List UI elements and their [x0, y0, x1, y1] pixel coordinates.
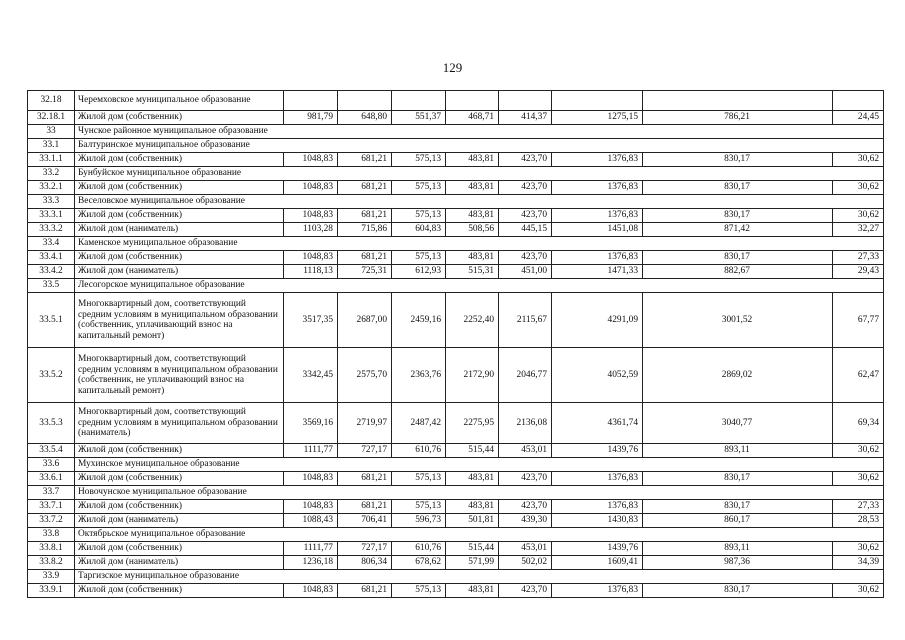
value-cell: 575,13: [392, 472, 446, 486]
value-cell: 1376,83: [552, 251, 643, 265]
value-cell: 2363,76: [392, 348, 446, 403]
value-cell: 575,13: [392, 584, 446, 598]
value-cell: 483,81: [446, 209, 499, 223]
row-code: 33.5.2: [28, 348, 75, 403]
row-code: 33.1: [28, 139, 75, 153]
value-cell: 1376,83: [552, 209, 643, 223]
value-cell: 515,44: [446, 444, 499, 458]
value-cell: 483,81: [446, 472, 499, 486]
value-cell: 725,31: [338, 265, 392, 279]
value-cell: 610,76: [392, 444, 446, 458]
value-cell: 483,81: [446, 500, 499, 514]
value-cell: 483,81: [446, 181, 499, 195]
row-name: Многоквартирный дом, соответствующий средним условиям в муниципальном образовании (наниматель): [75, 403, 284, 444]
value-cell: 2172,90: [446, 348, 499, 403]
value-cell: 2252,40: [446, 293, 499, 348]
value-cell: 30,62: [833, 181, 884, 195]
value-cell: 1275,15: [552, 111, 643, 125]
value-cell: 62,47: [833, 348, 884, 403]
value-cell: 706,41: [338, 514, 392, 528]
value-cell: 727,17: [338, 542, 392, 556]
value-cell: 1439,76: [552, 444, 643, 458]
value-cell: 893,11: [643, 444, 833, 458]
section-row: [28, 570, 884, 584]
value-cell: 2136,08: [499, 403, 552, 444]
row-code: 33.3: [28, 195, 75, 209]
empty-cell: [833, 91, 884, 111]
value-cell: 806,34: [338, 556, 392, 570]
row-code: 33.3.1: [28, 209, 75, 223]
value-cell: 27,33: [833, 500, 884, 514]
value-cell: 1376,83: [552, 472, 643, 486]
value-cell: 882,67: [643, 265, 833, 279]
row-name: Жилой дом (собственник): [75, 111, 284, 125]
value-cell: 32,27: [833, 223, 884, 237]
empty-cell: [499, 91, 552, 111]
row-name: Жилой дом (собственник): [75, 472, 284, 486]
value-cell: 30,62: [833, 444, 884, 458]
empty-cell: [392, 91, 446, 111]
value-cell: 1236,18: [284, 556, 338, 570]
value-cell: 1609,41: [552, 556, 643, 570]
section-title: Черемховское муниципальное образование: [75, 91, 284, 111]
value-cell: 2487,42: [392, 403, 446, 444]
value-cell: 1048,83: [284, 181, 338, 195]
value-cell: 612,93: [392, 265, 446, 279]
row-name: Жилой дом (наниматель): [75, 556, 284, 570]
value-cell: 67,77: [833, 293, 884, 348]
value-cell: 445,15: [499, 223, 552, 237]
row-code: 33.8: [28, 528, 75, 542]
value-cell: 483,81: [446, 584, 499, 598]
value-cell: 1376,83: [552, 500, 643, 514]
value-cell: 515,44: [446, 542, 499, 556]
value-cell: 3342,45: [284, 348, 338, 403]
row-name: Многоквартирный дом, соответствующий средним условиям в муниципальном образовании (собственник, не уплачивающий взнос на капитальный ремонт): [75, 348, 284, 403]
section-title: Веселовское муниципальное образование: [75, 195, 884, 209]
value-cell: 1118,13: [284, 265, 338, 279]
row-code: 33.5.1: [28, 293, 75, 348]
value-cell: 860,17: [643, 514, 833, 528]
value-cell: 1439,76: [552, 542, 643, 556]
value-cell: 423,70: [499, 500, 552, 514]
value-cell: 1451,08: [552, 223, 643, 237]
value-cell: 1376,83: [552, 153, 643, 167]
section-title: Бунбуйское муниципальное образование: [75, 167, 884, 181]
value-cell: 987,36: [643, 556, 833, 570]
value-cell: 830,17: [643, 153, 833, 167]
row-name: Жилой дом (собственник): [75, 181, 284, 195]
section-row: [28, 486, 884, 500]
value-cell: 3001,52: [643, 293, 833, 348]
row-name: Жилой дом (собственник): [75, 444, 284, 458]
value-cell: 893,11: [643, 542, 833, 556]
value-cell: 786,21: [643, 111, 833, 125]
value-cell: 1048,83: [284, 584, 338, 598]
table-row: [28, 153, 884, 167]
row-code: 33.4.2: [28, 265, 75, 279]
section-row: [28, 279, 884, 293]
section-row: [28, 125, 884, 139]
value-cell: 1088,43: [284, 514, 338, 528]
value-cell: 501,81: [446, 514, 499, 528]
value-cell: 575,13: [392, 500, 446, 514]
value-cell: 502,02: [499, 556, 552, 570]
value-cell: 30,62: [833, 542, 884, 556]
value-cell: 1376,83: [552, 181, 643, 195]
value-cell: 3569,16: [284, 403, 338, 444]
value-cell: 1111,77: [284, 444, 338, 458]
row-code: 33.8.1: [28, 542, 75, 556]
empty-cell: [643, 91, 833, 111]
value-cell: 830,17: [643, 251, 833, 265]
tariff-table: [27, 90, 884, 598]
row-name: Жилой дом (наниматель): [75, 514, 284, 528]
value-cell: 604,83: [392, 223, 446, 237]
table-row: [28, 556, 884, 570]
value-cell: 423,70: [499, 584, 552, 598]
value-cell: 453,01: [499, 542, 552, 556]
value-cell: 830,17: [643, 472, 833, 486]
value-cell: 4052,59: [552, 348, 643, 403]
value-cell: 2575,70: [338, 348, 392, 403]
value-cell: 1103,28: [284, 223, 338, 237]
section-title: Новочунское муниципальное образование: [75, 486, 884, 500]
value-cell: 830,17: [643, 181, 833, 195]
section-title: Каменское муниципальное образование: [75, 237, 884, 251]
table-row: [28, 111, 884, 125]
value-cell: 678,62: [392, 556, 446, 570]
value-cell: 681,21: [338, 209, 392, 223]
row-code: 32.18.1: [28, 111, 75, 125]
value-cell: 30,62: [833, 472, 884, 486]
value-cell: 515,31: [446, 265, 499, 279]
page-number: 129: [442, 60, 463, 75]
row-code: 32.18: [28, 91, 75, 111]
section-row: [28, 528, 884, 542]
value-cell: 681,21: [338, 153, 392, 167]
table-row: [28, 251, 884, 265]
table-row: [28, 181, 884, 195]
value-cell: 830,17: [643, 209, 833, 223]
value-cell: 2687,00: [338, 293, 392, 348]
value-cell: 453,01: [499, 444, 552, 458]
value-cell: 34,39: [833, 556, 884, 570]
value-cell: 648,80: [338, 111, 392, 125]
table-row: [28, 403, 884, 444]
value-cell: 414,37: [499, 111, 552, 125]
table-row: [28, 500, 884, 514]
row-name: Жилой дом (собственник): [75, 251, 284, 265]
value-cell: 1048,83: [284, 209, 338, 223]
row-name: Жилой дом (собственник): [75, 153, 284, 167]
row-code: 33: [28, 125, 75, 139]
row-code: 33.5: [28, 279, 75, 293]
value-cell: 551,37: [392, 111, 446, 125]
row-code: 33.4.1: [28, 251, 75, 265]
value-cell: 610,76: [392, 542, 446, 556]
value-cell: 596,73: [392, 514, 446, 528]
value-cell: 1111,77: [284, 542, 338, 556]
section-row: [28, 139, 884, 153]
table-row: [28, 542, 884, 556]
value-cell: 571,99: [446, 556, 499, 570]
table-row: [28, 584, 884, 598]
row-code: 33.6: [28, 458, 75, 472]
value-cell: 575,13: [392, 209, 446, 223]
value-cell: 30,62: [833, 209, 884, 223]
section-row: [28, 237, 884, 251]
value-cell: 2275,95: [446, 403, 499, 444]
table-row: [28, 514, 884, 528]
value-cell: 508,56: [446, 223, 499, 237]
table-row: [28, 444, 884, 458]
value-cell: 871,42: [643, 223, 833, 237]
row-name: Жилой дом (наниматель): [75, 223, 284, 237]
value-cell: 423,70: [499, 209, 552, 223]
value-cell: 575,13: [392, 251, 446, 265]
value-cell: 24,45: [833, 111, 884, 125]
value-cell: 681,21: [338, 472, 392, 486]
empty-cell: [338, 91, 392, 111]
value-cell: 27,33: [833, 251, 884, 265]
value-cell: 423,70: [499, 153, 552, 167]
table-row: [28, 293, 884, 348]
section-title: Лесогорское муниципальное образование: [75, 279, 884, 293]
value-cell: 4361,74: [552, 403, 643, 444]
table-row: [28, 209, 884, 223]
row-code: 33.5.3: [28, 403, 75, 444]
value-cell: 1376,83: [552, 584, 643, 598]
value-cell: 423,70: [499, 472, 552, 486]
value-cell: 30,62: [833, 153, 884, 167]
row-name: Жилой дом (собственник): [75, 584, 284, 598]
value-cell: 3517,35: [284, 293, 338, 348]
value-cell: 727,17: [338, 444, 392, 458]
value-cell: 423,70: [499, 251, 552, 265]
value-cell: 2115,67: [499, 293, 552, 348]
table-row: [28, 348, 884, 403]
row-name: Жилой дом (собственник): [75, 542, 284, 556]
value-cell: 2459,16: [392, 293, 446, 348]
value-cell: 69,34: [833, 403, 884, 444]
section-row: [28, 458, 884, 472]
section-row: [28, 167, 884, 181]
value-cell: 681,21: [338, 584, 392, 598]
row-code: 33.2.1: [28, 181, 75, 195]
section-row: [28, 195, 884, 209]
value-cell: 2046,77: [499, 348, 552, 403]
row-code: 33.9: [28, 570, 75, 584]
value-cell: 681,21: [338, 251, 392, 265]
value-cell: 1048,83: [284, 251, 338, 265]
row-code: 33.3.2: [28, 223, 75, 237]
value-cell: 2869,02: [643, 348, 833, 403]
row-name: Жилой дом (собственник): [75, 500, 284, 514]
row-code: 33.1.1: [28, 153, 75, 167]
row-code: 33.2: [28, 167, 75, 181]
value-cell: 468,71: [446, 111, 499, 125]
table-row: [28, 223, 884, 237]
section-title: Мухинское муниципальное образование: [75, 458, 884, 472]
section-title: Таргизское муниципальное образование: [75, 570, 884, 584]
empty-cell: [446, 91, 499, 111]
row-code: 33.5.4: [28, 444, 75, 458]
value-cell: 1048,83: [284, 472, 338, 486]
table-body: [28, 91, 884, 598]
row-name: Многоквартирный дом, соответствующий средним условиям в муниципальном образовании (собственник, уплачивающий взнос на капитальный ремонт): [75, 293, 284, 348]
value-cell: 575,13: [392, 181, 446, 195]
value-cell: 3040,77: [643, 403, 833, 444]
row-name: Жилой дом (наниматель): [75, 265, 284, 279]
row-code: 33.9.1: [28, 584, 75, 598]
value-cell: 830,17: [643, 500, 833, 514]
value-cell: 1471,33: [552, 265, 643, 279]
row-code: 33.7: [28, 486, 75, 500]
value-cell: 981,79: [284, 111, 338, 125]
row-code: 33.4: [28, 237, 75, 251]
section-title: Балтуринское муниципальное образование: [75, 139, 884, 153]
value-cell: 1048,83: [284, 153, 338, 167]
row-code: 33.7.1: [28, 500, 75, 514]
section-title: Октябрьское муниципальное образование: [75, 528, 884, 542]
empty-cell: [284, 91, 338, 111]
table-row: [28, 472, 884, 486]
value-cell: 4291,09: [552, 293, 643, 348]
value-cell: 483,81: [446, 251, 499, 265]
value-cell: 30,62: [833, 584, 884, 598]
value-cell: 29,43: [833, 265, 884, 279]
value-cell: 830,17: [643, 584, 833, 598]
value-cell: 451,00: [499, 265, 552, 279]
value-cell: 423,70: [499, 181, 552, 195]
row-code: 33.7.2: [28, 514, 75, 528]
section-title: Чунское районное муниципальное образование: [75, 125, 884, 139]
value-cell: 439,30: [499, 514, 552, 528]
value-cell: 681,21: [338, 500, 392, 514]
value-cell: 575,13: [392, 153, 446, 167]
value-cell: 715,86: [338, 223, 392, 237]
value-cell: 483,81: [446, 153, 499, 167]
section-row: [28, 91, 884, 111]
row-code: 33.6.1: [28, 472, 75, 486]
value-cell: 1430,83: [552, 514, 643, 528]
value-cell: 1048,83: [284, 500, 338, 514]
table-row: [28, 265, 884, 279]
empty-cell: [552, 91, 643, 111]
value-cell: 28,53: [833, 514, 884, 528]
value-cell: 2719,97: [338, 403, 392, 444]
value-cell: 681,21: [338, 181, 392, 195]
row-name: Жилой дом (собственник): [75, 209, 284, 223]
row-code: 33.8.2: [28, 556, 75, 570]
